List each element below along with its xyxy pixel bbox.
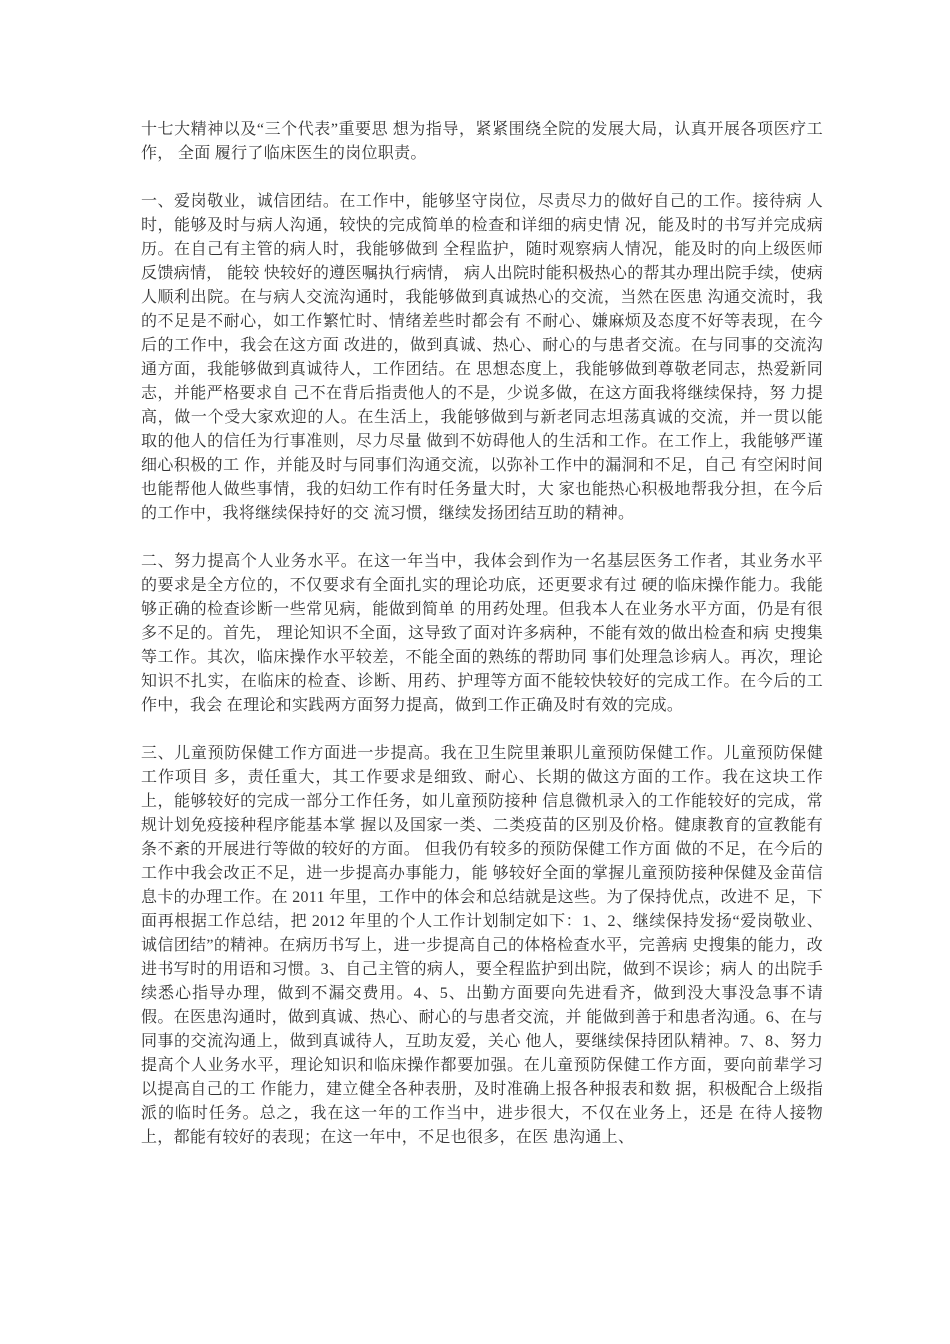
paragraph-section-3-child-healthcare: 三、儿童预防保健工作方面进一步提高。我在卫生院里兼职儿童预防保健工作。儿童预防保健工作项目 多，责任重大，其工作要求是细致、耐心、长期的做这方面的工作。我在这块工作上，能够较好的完成一部分工作任务，如儿童预防接种 信息微机录入的工作能较好的完成，常规计划免疫接种程序能基本掌 握以及国家一类、二类疫苗的区别及价格。健康教育的宣教能有条不紊的开展进行等做的较好的方面。 但我仍有较多的预防保健工作方面 做的不足，在今后的工作中我会改正不足，进一步提高办事能力，能 够较好全面的掌握儿童预防接种保健及金苗信息卡的办理工作。在 2011 年里，工作中的体会和总结就是这些。为了保持优点，改进不 足，下面再根据工作总结，把 2012 年里的个人工作计划制定如下：1、2、继续保持发扬“爱岗敬业、诚信团结”的精神。在病历书写上，进一步提高自己的体格检查水平，完善病 史搜集的能力，改进书写时的用语和习惯。3、自己主管的病人，要全程监护到出院，做到不误诊；病人 的出院手续悉心指导办理，做到不漏交费用。4、5、出勤方面要向先进看齐，做到没大事没急事不请假。在医患沟通时，做到真诚、热心、耐心的与患者交流，并 能做到善于和患者沟通。6、在与同事的交流沟通上，做到真诚待人，互助友爱，关心 他人，要继续保持团队精神。7、8、努力提高个人业务水平，理论知识和临床操作都要加强。在儿童预防保健工作方面，要向前辈学习以提高自己的工 作能力，建立健全各种表册，及时准确上报各种报表和数 据，积极配合上级指派的临时任务。总之，我在这一年的工作当中，进步很大，不仅在业务上，还是 在待人接物上，都能有较好的表现；在这一年中，不足也很多，在医 患沟通上、	[141, 745, 823, 1146]
document-text-block	[141, 118, 823, 1150]
paragraph-intro: 十七大精神以及“三个代表”重要思 想为指导，紧紧围绕全院的发展大局，认真开展各项医疗工作， 全面 履行了临床医生的岗位职责。	[141, 121, 823, 162]
paragraph-section-2-professional-skill: 二、努力提高个人业务水平。在这一年当中，我体会到作为一名基层医务工作者，其业务水平 的要求是全方位的，不仅要求有全面扎实的理论功底，还更要求有过 硬的临床操作能力。我能够正确的检查诊断一些常见病，能做到简单 的用药处理。但我本人在业务水平方面，仍是有很多不足的。首先， 理论知识不全面，这导致了面对许多病种，不能有效的做出检查和病 史搜集等工作。其次，临床操作水平较差，不能全面的熟练的帮助同 事们处理急诊病人。再次，理论知识不扎实，在临床的检查、诊断、用药、护理等方面不能较快较好的完成工作。在今后的工作中，我会 在理论和实践两方面努力提高，做到工作正确及时有效的完成。	[141, 553, 823, 714]
paragraph-section-1-work-ethic: 一、爱岗敬业，诚信团结。在工作中，能够坚守岗位，尽责尽力的做好自己的工作。接待病 人时，能够及时与病人沟通，较快的完成简单的检查和详细的病史情 况，能及时的书写并完成病历。在自己有主管的病人时，我能够做到 全程监护，随时观察病人情况，能及时的向上级医师反馈病情， 能较 快较好的遵医嘱执行病情， 病人出院时能积极热心的帮其办理出院手续，使病人顺利出院。在与病人交流沟通时，我能够做到真诚热心的交流，当然在医患 沟通交流时，我的不足是不耐心，如工作繁忙时、情绪差些时都会有 不耐心、嫌麻烦及态度不好等表现，在今后的工作中，我会在这方面 改进的，做到真诚、热心、耐心的与患者交流。在与同事的交流沟通方面，我能够做到真诚待人，工作团结。在 思想态度上，我能够做到尊敬老同志，热爱新同志，并能严格要求自 己不在背后指责他人的不是，少说多做，在这方面我将继续保持，努 力提高，做一个受大家欢迎的人。在生活上，我能够做到与新老同志坦荡真诚的交流，并一贯以能取的他人的信任为行事准则，尽力尽量 做到不妨碍他人的生活和工作。在工作上，我能够严谨细心积极的工 作，并能及时与同事们沟通交流，以弥补工作中的漏洞和不足，自己 有空闲时间也能帮他人做些事情，我的妇幼工作有时任务量大时，大 家也能热心积极地帮我分担，在今后的工作中，我将继续保持好的交 流习惯，继续发扬团结互助的精神。	[141, 193, 823, 522]
